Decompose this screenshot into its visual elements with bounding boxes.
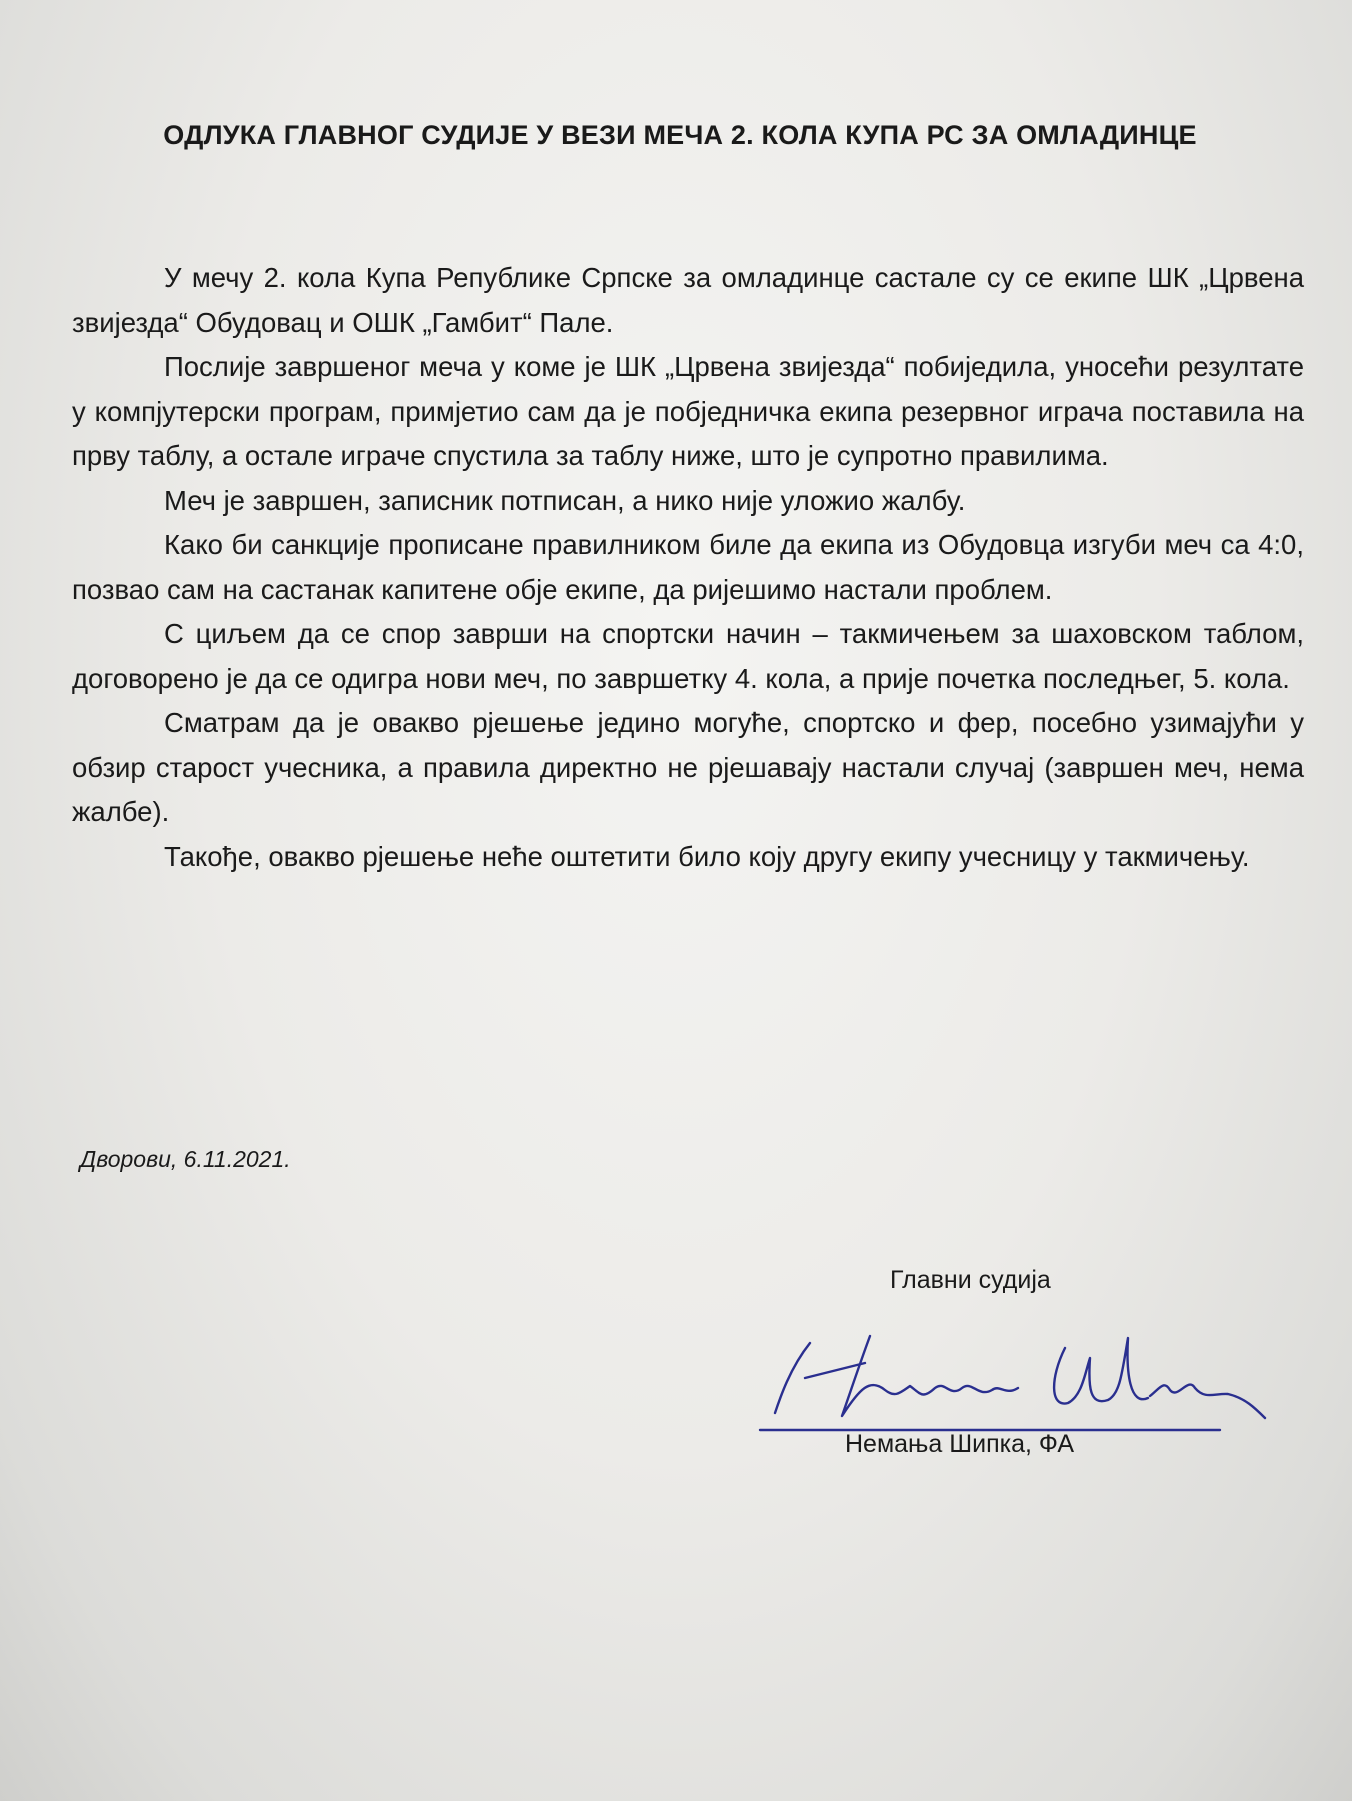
paragraph: Сматрам да је овакво рјешење једино могуће, спортско и фер, посебно узимајући у обзир старост учесника, а правила директно не рјешавају настали случај (завршен меч, нема жалбе). xyxy=(72,707,1304,827)
paragraph: Такође, овакво рјешење неће оштетити било коју другу екипу учесницу у такмичењу. xyxy=(164,840,1250,872)
signer-role: Главни судија xyxy=(890,1266,1051,1294)
handwritten-signature xyxy=(750,1318,1290,1438)
signer-name: Немања Шипка, ФА xyxy=(845,1430,1075,1458)
place-date: Дворови, 6.11.2021. xyxy=(80,1146,291,1172)
paragraph: У мечу 2. кола Купа Републике Српске за омладинце састале су се екипе ШК „Црвена звијезда“ Обудовац и ОШК „Гамбит“ Пале. xyxy=(72,262,1304,338)
document-title: ОДЛУКА ГЛАВНОГ СУДИЈЕ У ВЕЗИ МЕЧА 2. КОЛА КУПА РС ЗА ОМЛАДИНЦЕ xyxy=(163,120,1197,150)
paragraph: Меч је завршен, записник потписан, а нико није уложио жалбу. xyxy=(164,484,966,516)
document-body xyxy=(72,256,1304,879)
paragraph: Послије завршеног меча у коме је ШК „Црвена звијезда“ побиједила, уносећи резултате у компјутерски програм, примјетио сам да је побједничка екипа резервног играча поставила на прву таблу, а остале играче спустила за таблу ниже, што је супротно правилима. xyxy=(72,351,1304,471)
paragraph: С циљем да се спор заврши на спортски начин – такмичењем за шаховском таблом, договорено је да се одигра нови меч, по завршетку 4. кола, а прије почетка последњег, 5. кола. xyxy=(72,618,1304,694)
paragraph: Како би санкције прописане правилником биле да екипа из Обудовца изгуби меч са 4:0, позвао сам на састанак капитене обје екипе, да ријешимо настали проблем. xyxy=(72,529,1304,605)
